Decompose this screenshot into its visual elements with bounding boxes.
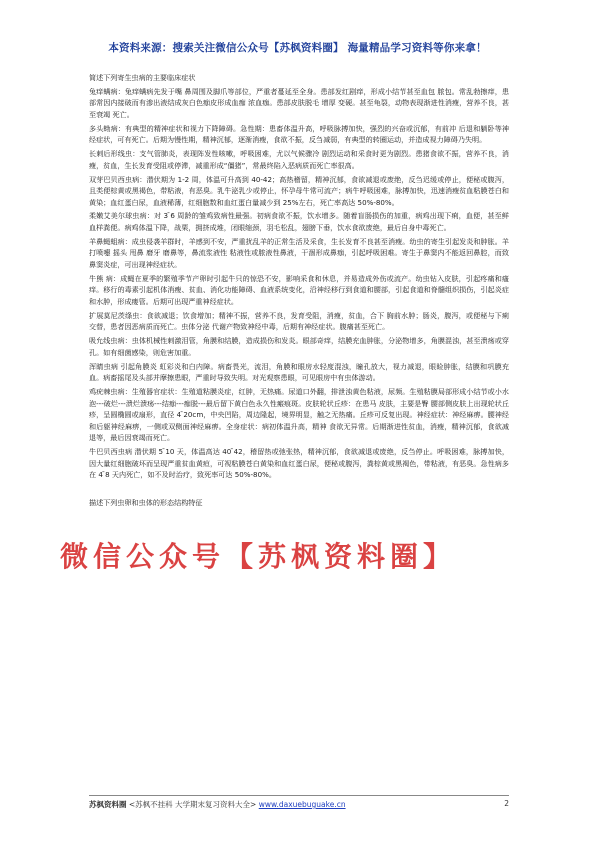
paragraph-rabbit-mange: 兔痒螨病：兔痒螨病先发于嘴 鼻周围及脚爪等部位，严重者蔓延至全身。患部发红剧痒，形成小结节甚至血包 脓包。常乱勃擦痒，患部常因内接破而有渗出液结成灰白色痂皮形成血痂 浓血痂。患部皮肤脱毛 增厚 变硬。甚至龟裂，动物表现渐进性消瘦，营养不良，甚至衰竭 死亡。 xyxy=(89,86,509,119)
paragraph-setaria-eye: 浑睛虫病 引起角膜炎 虹彩炎和白内障。病畜畏光，流泪，角膜和眼房水轻度混浊，瞳孔放大，视力减退，眼睑肿胀，结膜和巩膜充血。病畜摇尾及头部并摩擦患眼，严重时导致失明。对光观察患眼，可见眼房中有虫体游动。 xyxy=(89,361,509,383)
section-heading: 简述下列寄生虫病的主要临床症状 xyxy=(89,73,196,82)
paragraph-coenurosis: 多头蚴病：有典型的精神症状和视力下降障碍。急性期：患畜体温升高，呼吸脉搏加快，强烈的兴奋或沉郁，有前冲 后退和躺卧等神经症状，可有死亡。后期为慢性期，精神沉郁，逐渐消瘦，食欲不振，反刍减弱，有典型的转圈运动，并造成视力障碍乃失明。 xyxy=(89,123,509,145)
banner-brand: 苏枫资料圈 xyxy=(279,42,334,54)
paragraph-oestrus-ovis: 羊鼻蝇蛆病：成虫侵袭羊群时，羊感到不安，严重扰乱羊的正常生活及采食，生长发育不良甚至消瘦。幼虫的寄生引起发炎和肿胀。羊打喷嚏 摇头 甩鼻 磨牙 磨鼻等，鼻流浆液性 粘液性或脓液性鼻液，干涸形成鼻痂，引起呼吸困难。寄生于鼻窦内不能返回鼻腔，而致鼻窦炎症，可出现神经症状。 xyxy=(89,236,509,270)
footer-tagline: <苏枫不挂科 大学期末复习资料大全> xyxy=(126,800,259,809)
page-number: 2 xyxy=(504,799,509,808)
paragraph-eimeria-tenella: 柔嫩艾美尔球虫病：对 3 ̄6 周龄的雏鸡致病性最强。初病食欲不振，饮水增多。随着盲肠损伤的加重，病鸡出现下痢，血便，甚至鲜血样粪便。病鸡体温下降，战栗，拥挤成堆，闭眼缩颈，羽毛松乱，翅膀下垂，饮水食欲废绝，最后自身中毒死亡。 xyxy=(89,211,509,233)
document-body xyxy=(89,72,509,511)
paragraph-babesia-bovis: 牛巴贝西虫病 潜伏期 5 ̄10 天，体温高达 40 ̄42，稽留热或弛张热，精神沉郁，食欲减退或废绝，反刍停止。呼吸困难，脉搏加快，因大量红细胞破坏而呈现严重贫血黄疸，可视粘膜苍白黄染和血红蛋白尿，便秘或腹泻，粪棕黄或黑褐色，带粘液，有恶臭。急性病多在 4 ̄8 天内死亡，如不及时治疗，致死率可达 50%-80%。 xyxy=(89,447,509,480)
spacer-paragraph xyxy=(89,483,509,495)
footer-brand: 苏枫资料圈 xyxy=(89,800,127,809)
paragraph-moniezia: 扩展莫尼茨绦虫：食欲减退；饮食增加；精神不振，营养不良，发育受阻，消瘦，贫血，合下 胸前水肿；肠炎，腹泻，或便秘与下痢交替，患者因恶病质而死亡。虫体分泌 代谢产物致神经中毒，后期有神经症状。腹痛甚至死亡。 xyxy=(89,310,509,332)
banner-suffix: 】 海量精品学习资料等你来拿！ xyxy=(333,42,487,54)
paragraph-dourine: 鸡疣棘虫病：生殖器官症状：生殖道粘膜炎症，红肿，无热痛。尿道口外翻，排泄浊黄色粘液，尿频。生殖粘膜局部形成小结节或小水泡---破烂---溃烂溃疡---结痂---痂脱---最后留下黄白色永久性瘢痕斑。皮肤轮状丘疹：在患马 皮肤，主要是臀 腰部侧皮肤上出现轮状丘疹，呈圆椭圆或扇形，直径 4 ̄20cm，中央凹陷，周边隆起，境界明显，触之无热痛。丘疹可反复出现。神经症状：神经麻痹。腰神经和后躯神经麻痹，一侧或双侧面神经麻痹。全身症状：病初体温升高，精神 食欲无异常。后期渐进性贫血，消瘦，精神沉郁，食欲减退等，最后因衰竭而死亡。 xyxy=(89,386,509,443)
banner-prefix: 本资料来源：搜索关注微信公众号【 xyxy=(108,42,280,54)
footer-url-link[interactable]: www.daxuebuguake.cn xyxy=(258,800,346,809)
paragraph-babesia-bigemina: 双芽巴贝西虫病：潜伏期为 1-2 周，体温可升高到 40-42；高热稽留，精神沉郁，食欲减退或废绝，反刍迟缓或停止，便秘或腹泻，且类便棕黄或黑褐色，带粘液，有恶臭。乳牛泌乳少或停止，怀孕母牛常可流产；病牛呼吸困难，脉搏加快，迅速消瘦贫血粘膜苍白和黄染；血红蛋白尿，血液稀薄，红细胞数和血红蛋白量减少到 25%左右，死亡率高达 50%-80%。 xyxy=(89,174,509,207)
paragraph-thelazia: 吸允线虫病：虫体机械性刺激泪管，角膜和结膜，造成损伤和发炎。眼部奇痒，结膜充血肿胀，分泌物增多，角膜混浊，甚至溃疡或穿孔。如有细菌感染，则危害加重。 xyxy=(89,336,509,357)
watermark-text: 微信公众号【苏枫资料圈】 xyxy=(60,540,457,573)
paragraph-hypoderma: 牛熊 病：成蝇在夏季的繁殖季节产卵时引起牛只的惊恐不安，影响采食和休息，并易造成外伤或流产。幼虫钻入皮肤，引起疼痛和瘙痒。移行的毒素引起机体消瘦、贫血、消化功能障碍、血液系统变化，沿神经移行到食道和腰部，引起食道和脊髓组织损伤，引起炎症和水肿，形成瘘管。后期可出现严重神经症状。 xyxy=(89,273,509,306)
paragraph-metastrongylus: 长刺后形线虫：支气管肺炎，表现阵发性咳嗽，呼吸困难，尤以气候骤冷 剧烈运动和采食时更为剧烈。患猪食欲不振，营养不良，消瘦，贫血，生长发育受阻或停滞，减重形成“僵猪”，常最终陷入恶病质而死亡率很高。 xyxy=(89,149,509,170)
page-footer xyxy=(89,795,509,813)
section-heading-2: 描述下列虫卵和虫体的形态结构特征 xyxy=(89,497,203,507)
source-banner xyxy=(0,40,595,55)
